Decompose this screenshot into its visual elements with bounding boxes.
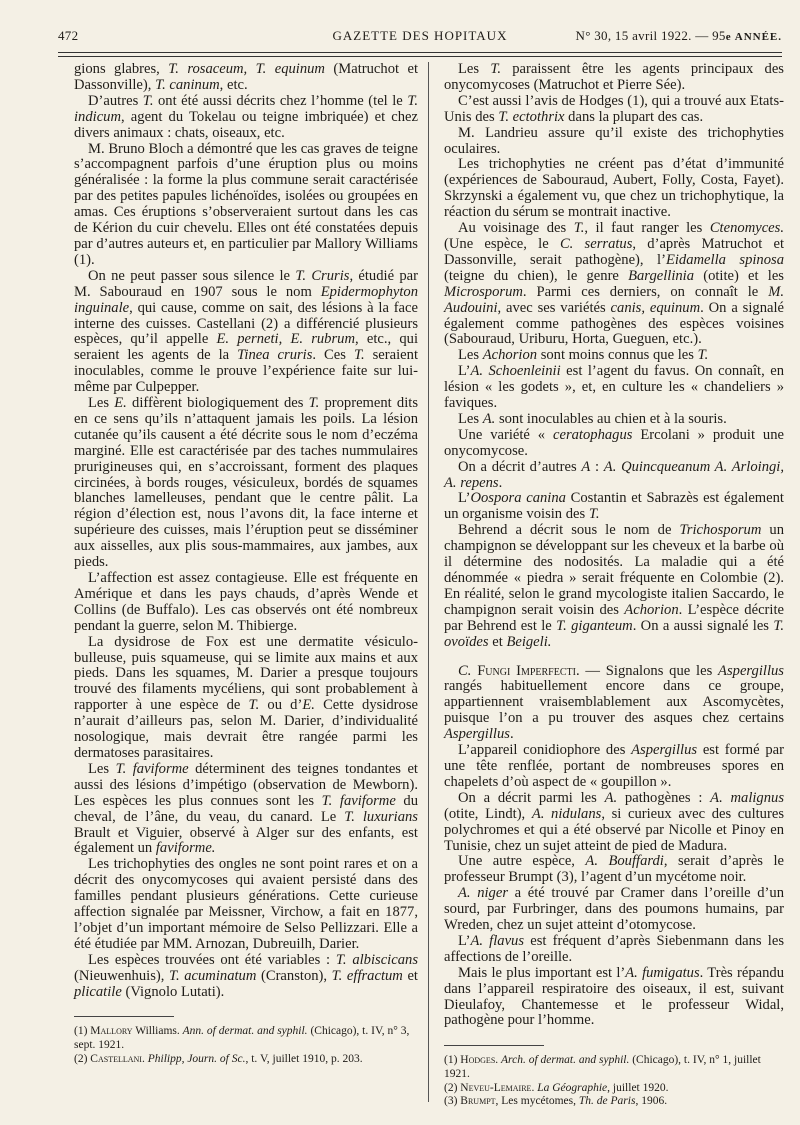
right_column-paragraph: On a décrit parmi les A. pathogènes : A. malignus (otite, Lindt), A. nidulans, si curieux avec des cultures polychromes et qui a été observé par Nicolle et Pinoy en Tunisie, chez un sujet atteint de pied de Madura. xyxy=(444,789,784,854)
right_footnotes-footnote: (3) Brumpt, Les mycétomes, Th. de Paris, 1906. xyxy=(444,1095,668,1108)
page-number: 472 xyxy=(58,28,79,43)
left_column-paragraph: La dysidrose de Fox est une dermatite vésiculo-bulleuse, puis squameuse, qui se limite aux mains et aux pieds. Dans les squames, M. Darier a presque toujours trouvé des filaments mycéliens, qui sont probablement à rapporter à une espèce de T. ou d’E. Cette dysidrose n’aurait d’ailleurs pas, selon M. Darier, d’individualité nosologique, mais devrait être rangée parmi les dermatoses parasitaires. xyxy=(74,633,418,761)
left_column-paragraph: Les espèces trouvées ont été variables : T. albiscicans (Nieuwenhuis), T. acuminatum (Cranston), T. effractum et plicatile (Vignolo Lutati). xyxy=(74,951,418,1000)
right_column-paragraph: Les Achorion sont moins connus que les T. xyxy=(458,347,709,364)
right_column-paragraph: Une variété « ceratophagus Ercolani » produit une onycomycose. xyxy=(444,426,784,459)
right-footnotes xyxy=(444,1054,784,1108)
issue-info xyxy=(576,28,783,44)
right_column-paragraph: C’est aussi l’avis de Hodges (1), qui a trouvé aux Etats-Unis des T. ectothrix dans la plupart des cas. xyxy=(444,92,784,125)
right_column-paragraph: Une autre espèce, A. Bouffardi, serait d’après le professeur Brumpt (3), l’agent d’un mycétome noir. xyxy=(444,853,784,886)
column-divider xyxy=(428,62,429,1102)
right_column-paragraph: On a décrit d’autres A : A. Quincqueanum A. Arloingi, A. repens. xyxy=(444,458,784,491)
left_column-paragraph: gions glabres, T. rosaceum, T. equinum (Matruchot et Dassonville), T. caninum, etc. xyxy=(74,61,418,93)
right_column-paragraph: Les T. paraissent être les agents principaux des onycomycoses (Matruchot et Pierre Sée). xyxy=(444,61,784,93)
issue-date: N° 30, 15 avril 1922. — 95 xyxy=(575,28,726,43)
right_column-paragraph: L’appareil conidiophore des Aspergillus est formé par une tête renflée, portant de nombreuses spores en chapelets d’où aspect de « goupillon ». xyxy=(444,742,784,790)
left_footnotes-footnote: (1) Mallory Williams. Ann. of dermat. and syphil. (Chicago), t. IV, n° 3, sept. 1921. xyxy=(74,1025,410,1052)
left_column-paragraph: Les T. faviforme déterminent des teignes tondantes et aussi des lésions d’impétigo (observation de Mewborn). Les espèces les plus connues sont les T. faviforme du cheval, de l’âne, du veau, du canard. Le T. luxurians Brault et Viguier, observé à Alger sur des enfants, est également un faviforme. xyxy=(74,760,419,857)
right-column-body xyxy=(444,62,784,1029)
right_column-paragraph: Behrend a décrit sous le nom de Trichosporum un champignon se développant sur les cheveux et la barbe où il détermine des nodosités. La maladie qui a été dénommée « piedra » serait fréquente en Colombie (2). En réalité, selon le grand mycologiste italien Saccardo, le champignon serait voisin des Achorion. L’espèce décrite par Behrend est le T. giganteum. On a aussi signalé les T. ovoïdes et Beigeli. xyxy=(444,522,784,650)
left-column xyxy=(74,62,418,1066)
right_column-paragraph: Les trichophyties ne créent pas d’état d’immunité (expériences de Sabouraud, Aubert, Folly, Costa, Fayet). Skrzynski a également vu, que chez un trichophytique, la réaction du sérum se montrait inactive. xyxy=(444,156,784,221)
right_column-paragraph: M. Landrieu assure qu’il existe des trichophyties oculaires. xyxy=(444,124,784,157)
journal-title: GAZETTE DES HOPITAUX xyxy=(332,28,508,43)
footnote-rule-left xyxy=(74,1016,174,1017)
right_column-paragraph: Les A. sont inoculables au chien et à la souris. xyxy=(458,410,727,427)
footnote-rule-right xyxy=(444,1045,544,1046)
right_column-paragraph: C. Fungi Imperfecti. — Signalons que les Aspergillus rangés habituellement encore dans ce groupe, appartiennent vraisemblablement aux Ascomycètes, puisque l’on a pu trouver des asques chez certains Aspergillus. xyxy=(444,662,784,743)
left-column-body xyxy=(74,62,418,1000)
right_footnotes-footnote: (2) Neveu-Lemaire. La Géographie, juillet 1920. xyxy=(444,1081,669,1094)
right_column-paragraph: L’A. Schoenleinii est l’agent du favus. On connaît, en lésion « les godets », et, en culture les « chandeliers » faviques. xyxy=(444,363,784,412)
left_column-paragraph: On ne peut passer sous silence le T. Cruris, étudié par M. Sabouraud en 1907 sous le nom Epidermophyton inguinale, qui cause, comme on sait, des lésions à la face interne des cuisses. Castellani (2) a différencié plusieurs espèces, qu’il appelle E. perneti, E. rubrum, etc., qui seraient les agents de la Tinea cruris. Ces T. seraient inoculables, comme le prouve l’expérience faite sur lui-même par Culpepper. xyxy=(74,267,419,396)
left_column-paragraph: M. Bruno Bloch a démontré que les cas graves de teigne s’accompagnent parfois d’une éruption plus ou moins généralisée : la forme la plus commune serait caractérisée par des petites papules lichénoïdes, isolées ou groupées en amas. Ces éruptions s’observeraient surtout dans les cas de Kérion du cuir chevelu. Elles ont été constatées depuis par d’autres auteurs et, en particulier par Mallory Williams (1). xyxy=(74,140,418,268)
left_column-paragraph: Les trichophyties des ongles ne sont point rares et on a décrit des onycomycoses qui avaient persisté dans des familles pendant plusieurs générations. Cette curieuse affection signalée par Meissner, Virchow, a fait en 1877, l’objet d’un important mémoire de Selso Pellizzari. Elle a été étudiée par MM. Arnozan, Dubreuilh, Darier. xyxy=(74,856,418,952)
right_column-paragraph: A. niger a été trouvé par Cramer dans l’oreille d’un sourd, par Furbringer, dans des poumons humains, par Wreden, chez un sujet atteint d’otomycose. xyxy=(444,885,784,934)
issue-year-suffix: e ANNÉE. xyxy=(725,31,782,43)
left_column-paragraph: L’affection est assez contagieuse. Elle est fréquente en Amérique et dans les pays chauds, d’après Wende et Collins (de Buffalo). Les cas observés ont été nombreux pendant la guerre, selon M. Thibierge. xyxy=(74,570,418,634)
left_column-paragraph: Les E. diffèrent biologiquement des T. proprement dits en ce sens qu’ils n’attaquent jamais les poils. La lésion cutanée qu’ils causent a été décrite sous le nom d’eczéma marginé. Elle est caractérisée par des taches nummulaires prurigineuses qui, en s’accroissant, forment des plaques circinées, à bords rouges, vésiculeux, bordés de squames blanches lamelleuses, pendant que le centre pâlit. La région d’élection est, nous l’avons dit, la face interne et supérieure des cuisses, mais l’éruption peut se disséminer aux aisselles, aux plis sous-mammaires, aux jambes, aux pieds. xyxy=(74,395,418,571)
right_column-paragraph: Mais le plus important est l’A. fumigatus. Très répandu dans l’appareil respiratoire des oiseaux, il est, suivant Dieulafoy, Chantemesse et le professeur Widal, pathogène pour l’homme. xyxy=(444,964,784,1029)
right-column xyxy=(444,62,784,1109)
right_column-paragraph: Au voisinage des T., il faut ranger les Ctenomyces. (Une espèce, le C. serratus, d’après Matruchot et Dassonville, serait pathogène), l’Eidamella spinosa (teigne du chien), le genre Bargellinia (otite) et les Microsporum. Parmi ces derniers, on connaît le M. Audouini, avec ses variétés canis, equinum. On a signalé également comme pathogènes des espèces voisines (Sabouraud, Uriburu, Horta, Gueguen, etc.). xyxy=(444,220,785,348)
header-rule-top xyxy=(58,52,782,53)
header-rule-bottom xyxy=(58,56,782,57)
right_column-paragraph: L’Oospora canina Costantin et Sabrazès est également un organisme voisin des T. xyxy=(444,490,784,523)
left-footnotes xyxy=(74,1025,418,1066)
right_column-paragraph: L’A. flavus est fréquent d’après Siebenmann dans les affections de l’oreille. xyxy=(444,932,784,965)
left_column-paragraph: D’autres T. ont été aussi décrits chez l’homme (tel le T. indicum, agent du Tokelau ou teigne imbriquée) et chez divers animaux : chats, oiseaux, etc. xyxy=(74,92,418,141)
right_footnotes-footnote: (1) Hodges. Arch. of dermat. and syphil. (Chicago), t. IV, n° 1, juillet 1921. xyxy=(444,1054,761,1080)
left_footnotes-footnote: (2) Castellani. Philipp, Journ. of Sc., t. V, juillet 1910, p. 203. xyxy=(74,1052,363,1065)
page-header xyxy=(58,28,782,48)
